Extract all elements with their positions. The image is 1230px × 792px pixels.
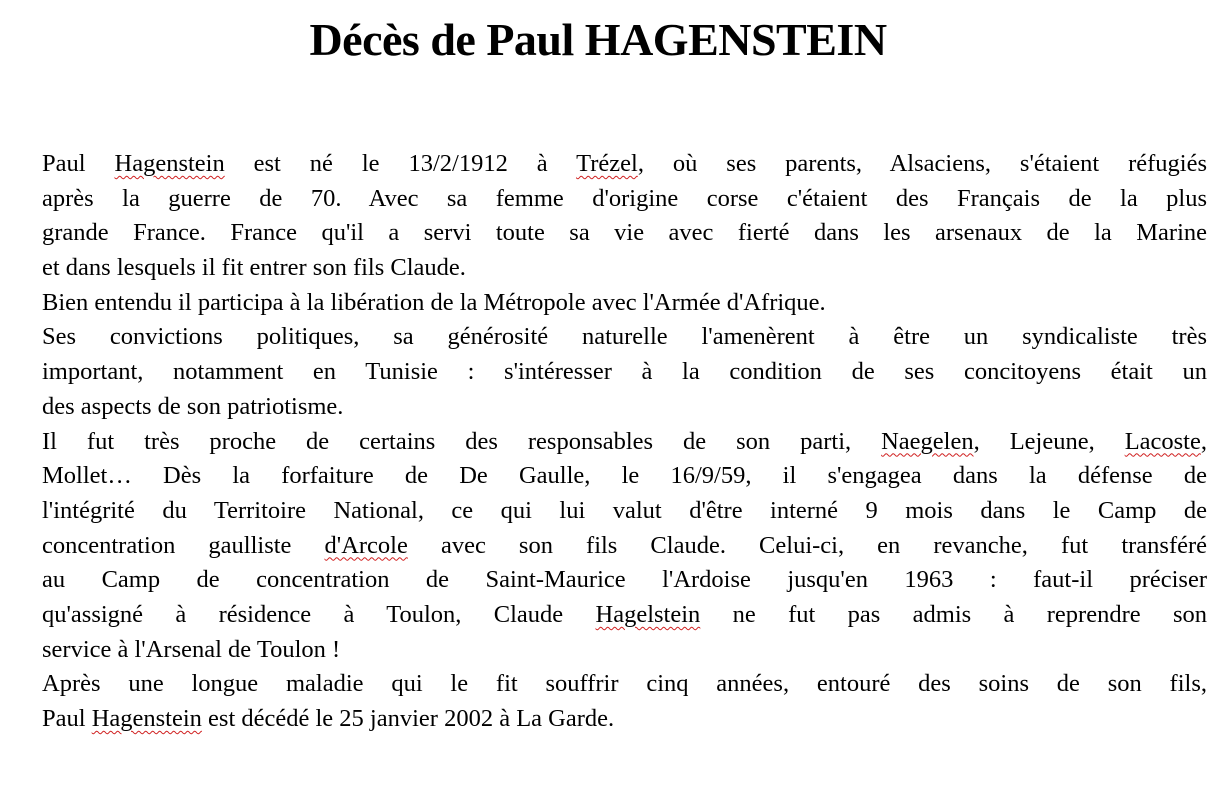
text-run: ne fut pas admis à reprendre son	[700, 600, 1207, 628]
spellcheck-flagged-word: Trézel	[576, 150, 638, 177]
text-line	[42, 667, 1207, 702]
text-run: Il fut très proche de certains des responsables de son parti,	[42, 427, 882, 455]
text-run: ,	[1200, 427, 1207, 455]
document-title: Décès de Paul HAGENSTEIN	[309, 14, 887, 65]
text-line	[42, 216, 1207, 251]
text-run: après la guerre de 70. Avec sa femme d'origine corse c'étaient des Français de la plus	[42, 184, 1207, 212]
text-run: Mollet… Dès la forfaiture de De Gaulle, le 16/9/59, il s'engagea dans la défense de	[42, 462, 1207, 490]
text-run: Bien entendu il participa à la libération de la Métropole avec l'Armée d'Afrique.	[42, 288, 826, 316]
text-line	[42, 459, 1207, 494]
spellcheck-flagged-word: Lacoste	[1124, 427, 1201, 455]
text-run: est né le 13/2/1912 à	[224, 150, 577, 177]
text-run: des aspects de son patriotisme.	[42, 392, 344, 420]
text-run: important, notamment en Tunisie : s'intéresser à la condition de ses concitoyens était un	[42, 358, 1207, 386]
spellcheck-flagged-word: d'Arcole	[324, 531, 408, 559]
text-line	[42, 702, 1207, 737]
text-line	[42, 529, 1207, 564]
text-line	[42, 147, 1207, 182]
spellcheck-flagged-word: Hagenstein	[114, 150, 225, 177]
text-line	[42, 494, 1207, 529]
text-line	[42, 286, 1207, 321]
text-line	[42, 251, 1207, 286]
spellcheck-flagged-word: Naegelen	[881, 427, 974, 455]
text-run: et dans lesquels il fit entrer son fils Claude.	[42, 254, 466, 282]
text-line	[42, 598, 1207, 633]
text-line	[42, 563, 1207, 598]
text-line	[42, 182, 1207, 217]
text-line	[42, 390, 1207, 425]
text-line	[42, 320, 1207, 355]
text-line	[42, 425, 1207, 460]
text-run: grande France. France qu'il a servi toute sa vie avec fierté dans les arsenaux de la Marine	[42, 219, 1207, 247]
text-run: qu'assigné à résidence à Toulon, Claude	[42, 600, 596, 628]
text-run: Après une longue maladie qui le fit souffrir cinq années, entouré des soins de son fils,	[42, 670, 1207, 698]
text-run: , Lejeune,	[973, 427, 1125, 455]
text-run: service à l'Arsenal de Toulon !	[42, 635, 341, 663]
text-run: l'intégrité du Territoire National, ce qui lui valut d'être interné 9 mois dans le Camp de	[42, 496, 1207, 524]
text-run: Ses convictions politiques, sa générosité naturelle l'amenèrent à être un syndicaliste très	[42, 323, 1207, 351]
text-run: , où ses parents, Alsaciens, s'étaient réfugiés	[637, 150, 1207, 177]
text-run: concentration gaulliste	[42, 531, 325, 559]
document-body	[42, 147, 1207, 737]
text-run: Paul	[42, 150, 115, 177]
text-run: Paul	[42, 705, 92, 732]
text-line	[42, 355, 1207, 390]
text-run: avec son fils Claude. Celui-ci, en revanche, fut transféré	[407, 531, 1208, 559]
text-run: au Camp de concentration de Saint-Maurice l'Ardoise jusqu'en 1963 : faut-il préciser	[42, 566, 1207, 594]
text-run: est décédé le 25 janvier 2002 à La Garde.	[201, 705, 615, 732]
spellcheck-flagged-word: Hagelstein	[595, 600, 701, 628]
text-line	[42, 633, 1207, 668]
spellcheck-flagged-word: Hagenstein	[91, 705, 202, 732]
